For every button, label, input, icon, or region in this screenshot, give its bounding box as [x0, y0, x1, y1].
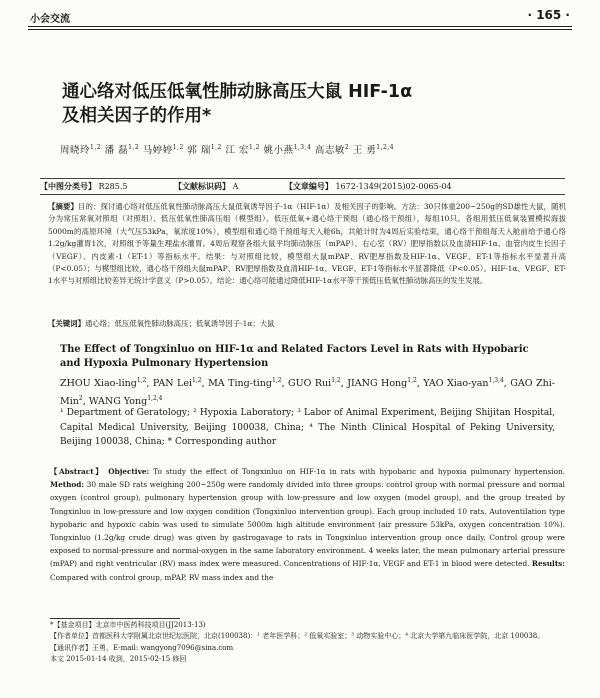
author-affiliation-mark: 1,2,4: [147, 395, 163, 403]
author-affiliation-mark: 1,2: [331, 377, 341, 384]
author-name: 郭 瑞$^{1,2}$: [187, 143, 222, 156]
author-list-cn: [60, 142, 560, 156]
article-number-field: 【文章编号】 1672-1349(2015)02-0065-04: [284, 181, 452, 191]
author-affiliation-mark: 1,2: [172, 143, 184, 151]
results-text: Compared with control group, mPAP, RV mass index and the: [50, 572, 274, 582]
title-line-2: 及相关因子的作用*: [62, 106, 212, 126]
title-line-1: 通心络对低压低氧性肺动脉高压大鼠 HIF-1α: [62, 82, 413, 102]
paper-title-cn: [62, 80, 542, 128]
doc-code-field: 【文献标识码】 A: [174, 181, 239, 191]
author-name: GUO Rui$^{1,2}$: [288, 377, 341, 390]
author-affiliation-mark: 1,2: [136, 377, 147, 384]
paper-title-en: The Effect of Tongxinluo on HIF-1α and Related Factors Level in Rats with Hypobaric and Hypoxia Pulmonary Hypertension: [60, 344, 529, 369]
author-affiliation-mark: 1,2: [192, 377, 202, 384]
abstract-cn-text: 目的：探讨通心络对低压低氧性肺动脉高压大鼠低氧诱导因子-1α（HIF-1α）及相关因子的影响。方法：30只体重200~250g的SD雄性大鼠，随机分为常压常氧对照组（对照组）、低压低氧性肺高压组（模型组）、低压低氧+通心络干预组（通心络干预组），每组10只。各组用低压低氧装置模拟海拔5000m的高原环境（大气压53kPa，氧浓度10%），模型组和通心络干预组每天入舱6h，共舱计时为4周后实验结束，通心络干预组每天入舱前给予通心络1.2g/kg灌胃1次，对照组予等量生理盐水灌胃。4周后观察各组大鼠平均肺动脉压（mPAP）、右心室（RV）肥厚指数以及血清HIF-1α、血管内皮生长因子（VEGF）、内皮素-1（ET-1）等指标水平。结果：与对照组比较，模型组大鼠mPAP、RV肥厚指数及HIF-1α、VEGF、ET-1等指标水平显著升高（P<0.05）；与模型组比较，通心络干预组大鼠mPAP、RV肥厚指数及血清HIF-1α、VEGF、ET-1等指标水平显著降低（P<0.05）。HIF-1α、VEGF、ET-1水平与对照组比较差异无统计学意义（P>0.05）。结论：通心络可能通过降低HIF-1α水平等干预低压低氧性肺动脉高压的发生发展。: [48, 202, 566, 286]
keywords-cn: [48, 318, 566, 330]
results-label: Results:: [531, 559, 565, 569]
author-affiliation-mark: 1,3,4: [488, 377, 504, 384]
abstract-en-label: 【Abstract】: [50, 467, 105, 476]
method-label: Method:: [50, 480, 85, 490]
header-rule-thin: [28, 29, 572, 30]
author-affiliation-mark: 1,2: [271, 377, 282, 384]
section-header: 小会交流: [30, 14, 70, 25]
objective-label: Objective:: [108, 467, 150, 476]
author-name: JIANG Hong$^{1,2}$: [347, 377, 417, 390]
author-affiliation-mark: 2: [78, 395, 83, 403]
author-name: MA Ting-ting$^{1,2}$: [208, 377, 282, 390]
author-name: 姚小燕$^{1,3,4}$: [263, 143, 312, 156]
author-affiliation-mark: 1,2: [128, 143, 140, 151]
footnote-author-info: 【作者单位】首都医科大学附属北京世纪坛医院，北京(100038)：¹ 老年医学科；² 低氧实验室；³ 动物实验中心；⁴ 北京大学第九临床医学院，北京 100038。: [50, 632, 545, 641]
author-name: 潘 磊$^{1,2}$: [104, 143, 140, 156]
method-text: 30 male SD rats weighing 200~250g were randomly divided into three groups: control group with normal pressure and normal oxygen (control group), pulmonary hypertension group with low-pressure and low oxygen (model group), and the group treated by Tongxinluo in low-pressure and low oxygen condition (Tongxinluo intervention group). Each group included 10 rats. Autoventilation type hypobaric and hypoxic cabin was used to simulate 5000m high altitude environment (air pressure 53kPa, oxygen concentration 10%). Tongxinluo (1.2g/kg crude drug) was given by gastrogavage to rats in Tongxinluo intervention group once daily. Control group were exposed to normal-pressure and normal-oxygen in the same laboratory environment. 4 weeks later, the mean pulmonary arterial pressure (mPAP) and right ventricular (RV) mass index were measured. Concentrations of HIF-1α, VEGF and ET-1 in blood were detected.: [50, 480, 565, 569]
author-affiliation-mark: 1,2: [90, 143, 102, 151]
author-name: 马婷婷$^{1,2}$: [142, 143, 184, 156]
author-list-en: ZHOU Xiao-ling$^{1,2}$, PAN Lei$^{1,2}$, MA Ting-ting$^{1,2}$, GUO Rui$^{1,2}$, JIANG Hong$^{1,2}$, YAO Xiao-yan$^{1,3,4}$, GAO Zhi-Min$^2$, WANG Yong$^{1,2,4}$: [60, 377, 555, 408]
author-name: YAO Xiao-yan$^{1,3,4}$: [423, 377, 504, 390]
classification-bar: [40, 178, 565, 195]
author-name: 周晓玲$^{1,2}$: [60, 143, 102, 156]
footnote-rule: [50, 618, 180, 619]
affiliations-en: ¹ Department of Geratology; ² Hypoxia Laboratory; ³ Labor of Animal Experiment, Beijing Shijitan Hospital, Capital Medical University, Beijing 100038, China; ⁴ The Ninth Clinical Hospital of Peking University, Beijing 100038, China; * Corresponding author: [60, 408, 555, 447]
author-affiliation-mark: 1,3,4: [293, 143, 312, 151]
footnote-correspondence: 【通讯作者】王勇，E-mail: wangyong7096@sina.com: [50, 643, 234, 652]
author-name: 王 勇$^{1,2,4}$: [352, 143, 395, 156]
author-affiliation-mark: 1,2: [248, 143, 260, 151]
abstract-cn-label: 【摘要】: [48, 202, 78, 211]
keywords-cn-text: 通心络；低压低氧性肺动脉高压；低氧诱导因子-1α；大鼠: [84, 319, 275, 328]
clc-field: 【中图分类号】 R285.5: [40, 181, 128, 191]
author-name: PAN Lei$^{1,2}$: [152, 377, 202, 390]
header-rule-thick: [28, 26, 572, 27]
author-name: 高志敏$^2$: [314, 143, 350, 156]
author-name: ZHOU Xiao-ling$^{1,2}$: [60, 377, 147, 390]
author-affiliation-mark: 1,2: [407, 377, 417, 384]
footnote-dates: 本文 2015-01-14 收到，2015-02-15 修回: [50, 654, 187, 663]
objective-text: To study the effect of Tongxinluo on HIF-1α in rats with hypobaric and hypoxia pulmonary hypertension.: [153, 467, 565, 476]
page-number: · 165 ·: [527, 8, 570, 22]
author-name: 江 宏$^{1,2}$: [225, 143, 260, 156]
abstract-cn: [48, 201, 566, 288]
footnote-fund: *【基金项目】北京市中医药科技项目(JJ2013-13): [50, 621, 206, 629]
author-name: GAO Zhi-Min$^2$: [60, 378, 555, 408]
author-affiliation-mark: 2: [344, 143, 350, 151]
footnotes: [50, 620, 565, 665]
author-affiliation-mark: 1,2,4: [376, 143, 395, 151]
keywords-cn-label: 【关键词】: [48, 319, 85, 328]
abstract-en: [50, 465, 565, 584]
author-affiliation-mark: 1,2: [210, 143, 222, 151]
author-name: WANG Yong$^{1,2,4}$: [88, 395, 163, 408]
